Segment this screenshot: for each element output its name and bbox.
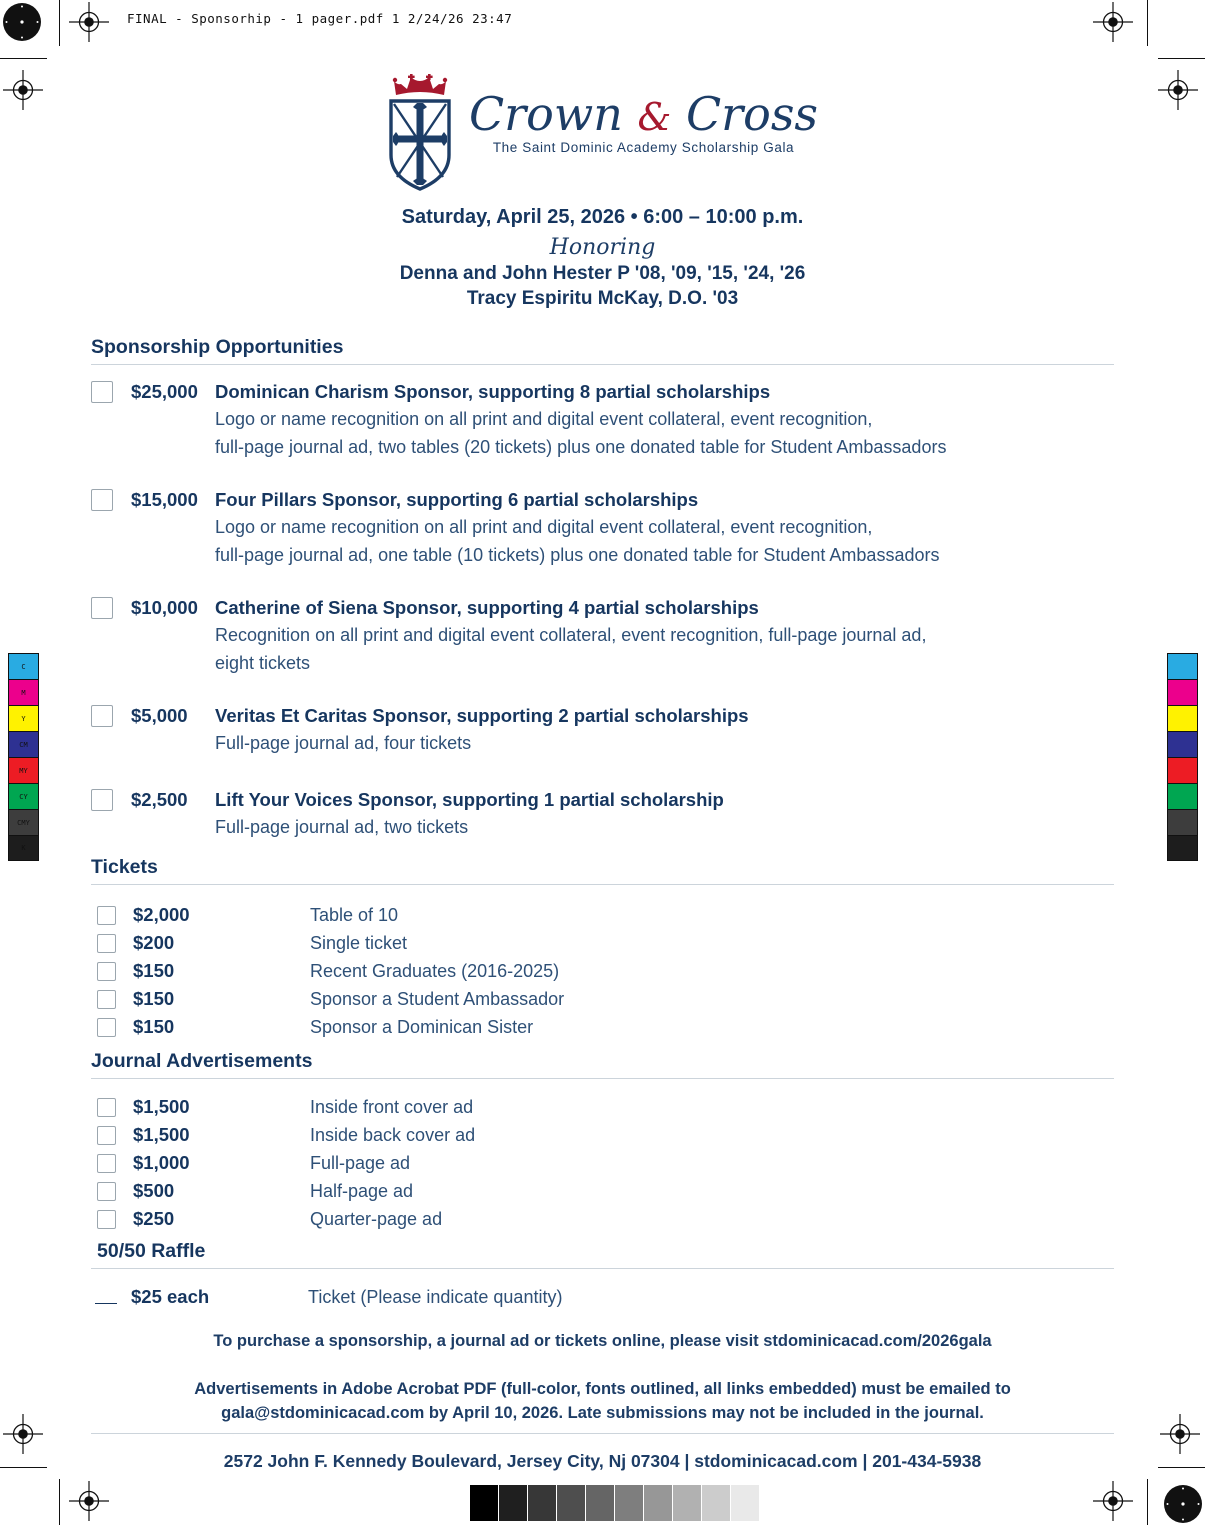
ticket-row: [91, 985, 1114, 1013]
gray-step: [499, 1485, 527, 1521]
sponsorship-amount: $2,500: [131, 789, 188, 810]
color-swatch: [1167, 757, 1198, 783]
journal-amount: $1,500: [133, 1096, 190, 1117]
crown-and-shield-icon: [387, 73, 453, 193]
crop-line: [59, 1479, 60, 1525]
registration-mark-icon: [3, 70, 43, 110]
event-title: Crown & Cross: [468, 87, 819, 141]
crop-line: [59, 0, 60, 46]
ticket-row: [91, 929, 1114, 957]
gray-step: [702, 1485, 730, 1521]
gray-step: [528, 1485, 556, 1521]
section-title-journal: Journal Advertisements: [91, 1050, 313, 1072]
sponsorship-checkbox[interactable]: [91, 789, 113, 811]
star-target-icon: [1163, 1484, 1203, 1524]
sponsorship-item: [91, 703, 1114, 757]
ampersand: &: [637, 95, 672, 139]
journal-desc: Full-page ad: [310, 1153, 411, 1173]
sponsorship-name: Catherine of Siena Sponsor, supporting 4 partial scholarships: [215, 597, 759, 618]
gray-step: [615, 1485, 643, 1521]
color-calibration-bar-left: [8, 653, 39, 861]
crop-line: [0, 1467, 47, 1468]
color-swatch: [1167, 835, 1198, 861]
ticket-checkbox[interactable]: [97, 990, 116, 1009]
ticket-amount: $200: [133, 932, 175, 953]
event-subtitle: The Saint Dominic Academy Scholarship Gala: [492, 140, 795, 155]
ticket-desc: Sponsor a Dominican Sister: [310, 1017, 534, 1037]
journal-checkbox[interactable]: [97, 1098, 116, 1117]
ads-note: Advertisements in Adobe Acrobat PDF (full-color, fonts outlined, all links embedded) must be emailed to gala@stdominicacad.com by April 10, 2026. Late submissions may not be included in the journal.: [194, 1380, 1011, 1422]
ticket-amount: $150: [133, 988, 175, 1009]
honoree-line: Tracy Espiritu McKay, D.O. '03: [466, 288, 739, 309]
raffle-row: [91, 1283, 1114, 1311]
journal-row: [91, 1149, 1114, 1177]
gray-step: [673, 1485, 701, 1521]
journal-desc: Half-page ad: [310, 1181, 414, 1201]
color-swatch: [1167, 679, 1198, 705]
color-swatch: [1167, 783, 1198, 809]
ticket-desc: Recent Graduates (2016-2025): [310, 961, 560, 981]
event-datetime: Saturday, April 25, 2026 • 6:00 – 10:00 p.m.: [401, 206, 804, 228]
ticket-row: [91, 957, 1114, 985]
journal-amount: $500: [133, 1180, 175, 1201]
crop-line: [1158, 1467, 1205, 1468]
sponsorship-item: [91, 487, 1114, 569]
registration-mark-icon: [1093, 1481, 1133, 1521]
color-swatch: [1167, 809, 1198, 835]
raffle-desc: Ticket (Please indicate quantity): [308, 1287, 563, 1307]
ticket-amount: $150: [133, 1016, 175, 1037]
journal-desc: Inside back cover ad: [310, 1125, 476, 1145]
ticket-desc: Sponsor a Student Ambassador: [310, 989, 565, 1009]
journal-row: [91, 1177, 1114, 1205]
color-swatch: K: [8, 835, 39, 861]
registration-mark-icon: [69, 1481, 109, 1521]
quantity-blank[interactable]: [95, 1289, 117, 1304]
purchase-note: To purchase a sponsorship, a journal ad or tickets online, please visit stdominicacad.com/2026gala: [213, 1332, 992, 1350]
color-swatch: CMY: [8, 809, 39, 835]
section-title-tickets: Tickets: [91, 856, 158, 878]
sponsorship-checkbox[interactable]: [91, 489, 113, 511]
divider: [91, 1433, 1114, 1434]
flyer-content: [91, 0, 1114, 1472]
gray-step: [470, 1485, 498, 1521]
journal-checkbox[interactable]: [97, 1182, 116, 1201]
journal-row: [91, 1205, 1114, 1233]
registration-mark-icon: [1158, 70, 1198, 110]
journal-amount: $1,500: [133, 1124, 190, 1145]
honoree-line: Denna and John Hester P '08, '09, '15, '24, '26: [399, 263, 806, 284]
color-swatch: [1167, 705, 1198, 731]
divider: [91, 1078, 1114, 1079]
journal-desc: Inside front cover ad: [310, 1097, 474, 1117]
color-swatch: M: [8, 679, 39, 705]
gray-step: [557, 1485, 585, 1521]
journal-list: [91, 1093, 1114, 1233]
color-swatch: Y: [8, 705, 39, 731]
sponsorship-desc: full-page journal ad, one table (10 tickets) plus one donated table for Student Ambassadors: [215, 545, 940, 565]
journal-amount: $250: [133, 1208, 175, 1229]
sponsorship-checkbox[interactable]: [91, 597, 113, 619]
sponsorship-desc: full-page journal ad, two tables (20 tickets) plus one donated table for Student Ambassadors: [215, 437, 947, 457]
honoring-label: Honoring: [549, 235, 656, 260]
color-swatch: [1167, 731, 1198, 757]
divider: [91, 364, 1114, 365]
ticket-desc: Single ticket: [310, 933, 408, 953]
sponsorship-item: [91, 379, 1114, 461]
sponsorship-name: Four Pillars Sponsor, supporting 6 partial scholarships: [215, 489, 699, 510]
divider: [91, 1268, 1114, 1269]
star-target-icon: [2, 2, 42, 42]
color-swatch: CM: [8, 731, 39, 757]
color-swatch: CY: [8, 783, 39, 809]
sponsorship-checkbox[interactable]: [91, 381, 113, 403]
sponsorship-name: Lift Your Voices Sponsor, supporting 1 partial scholarship: [215, 789, 724, 810]
logo: [91, 73, 1114, 193]
ticket-checkbox[interactable]: [97, 962, 116, 981]
sponsorship-desc: Logo or name recognition on all print and digital event collateral, event recognition,: [215, 517, 873, 537]
ticket-row: [91, 1013, 1114, 1041]
crop-line: [1147, 1479, 1148, 1525]
gray-step: [586, 1485, 614, 1521]
sponsorship-amount: $10,000: [131, 597, 198, 618]
sponsorship-item: [91, 595, 1114, 677]
ticket-amount: $150: [133, 960, 175, 981]
journal-amount: $1,000: [133, 1152, 190, 1173]
ticket-row: [91, 901, 1114, 929]
ticket-checkbox[interactable]: [97, 1018, 116, 1037]
journal-checkbox[interactable]: [97, 1126, 116, 1145]
raffle-amount: $25 each: [131, 1286, 210, 1307]
sponsorship-checkbox[interactable]: [91, 705, 113, 727]
sponsorship-name: Veritas Et Caritas Sponsor, supporting 2 partial scholarships: [215, 705, 749, 726]
ticket-amount: $2,000: [133, 904, 190, 925]
sponsorship-desc: Logo or name recognition on all print and digital event collateral, event recognition,: [215, 409, 873, 429]
sponsorship-desc: Full-page journal ad, two tickets: [215, 817, 469, 837]
registration-mark-icon: [1160, 1414, 1200, 1454]
crop-line: [1147, 0, 1148, 46]
grayscale-calibration-bar: [470, 1485, 759, 1521]
color-calibration-bar-right: [1167, 653, 1198, 861]
section-title-sponsorship: Sponsorship Opportunities: [91, 336, 344, 358]
gray-step: [644, 1485, 672, 1521]
journal-desc: Quarter-page ad: [310, 1209, 443, 1229]
journal-checkbox[interactable]: [97, 1210, 116, 1229]
sponsorship-name: Dominican Charism Sponsor, supporting 8 partial scholarships: [215, 381, 771, 402]
ads-deadline: gala@stdominicacad.com by April 10, 2026.: [221, 1404, 564, 1422]
sponsorship-amount: $5,000: [131, 705, 188, 726]
sponsorship-desc: eight tickets: [215, 653, 311, 673]
sponsorship-desc: Recognition on all print and digital event collateral, event recognition, full-page journal ad,: [215, 625, 927, 645]
tickets-list: [91, 901, 1114, 1041]
sponsorship-amount: $15,000: [131, 489, 198, 510]
ticket-desc: Table of 10: [310, 905, 399, 925]
ticket-checkbox[interactable]: [97, 934, 116, 953]
divider: [91, 884, 1114, 885]
registration-mark-icon: [3, 1414, 43, 1454]
footer-address: 2572 John F. Kennedy Boulevard, Jersey City, Nj 07304 | stdominicacad.com | 201-434-5938: [223, 1451, 982, 1471]
section-title-raffle: 50/50 Raffle: [97, 1240, 206, 1262]
sponsorship-item: [91, 787, 1114, 841]
color-swatch: MY: [8, 757, 39, 783]
journal-checkbox[interactable]: [97, 1154, 116, 1173]
crop-line: [0, 58, 47, 59]
logo-text: [469, 73, 818, 155]
sponsorship-desc: Full-page journal ad, four tickets: [215, 733, 472, 753]
sponsorship-amount: $25,000: [131, 381, 198, 402]
gray-step: [731, 1485, 759, 1521]
color-swatch: C: [8, 653, 39, 679]
crop-line: [1158, 58, 1205, 59]
journal-row: [91, 1121, 1114, 1149]
ticket-checkbox[interactable]: [97, 906, 116, 925]
color-swatch: [1167, 653, 1198, 679]
journal-row: [91, 1093, 1114, 1121]
file-slug-line: FINAL - Sponsorhip - 1 pager.pdf 1 2/24/26 23:47: [127, 11, 513, 26]
